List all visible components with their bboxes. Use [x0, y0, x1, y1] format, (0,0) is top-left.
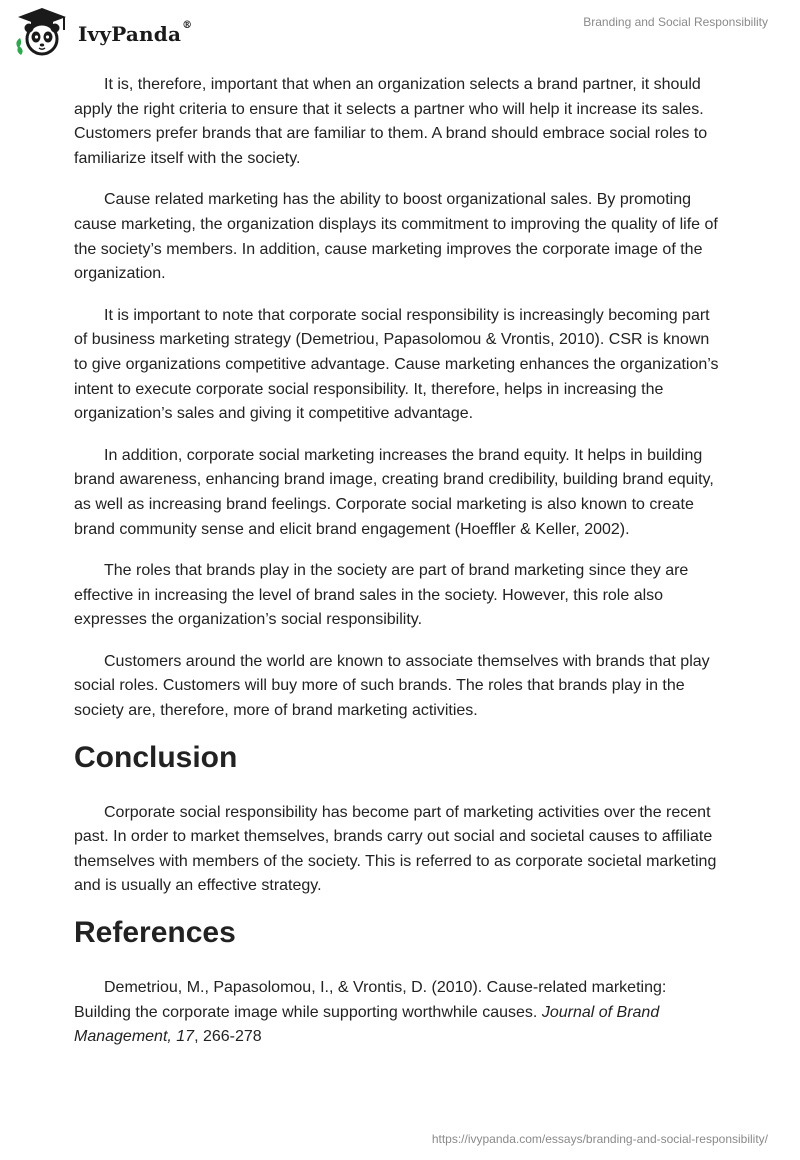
page-header [0, 0, 800, 72]
conclusion-heading: Conclusion [74, 740, 238, 774]
reference-text: Demetriou, M., Papasolomou, I., & Vrontis, D. (2010). Cause-related marketing: Building the corporate image while supporting worthwhile causes. [74, 979, 667, 1021]
body-paragraph: Cause related marketing has the ability to boost organizational sales. By promoting cause marketing, the organization displays its commitment to improving the quality of life of the society’s members. In addition, cause marketing improves the corporate image of the organization. [74, 191, 718, 283]
panda-graduate-icon [12, 6, 72, 63]
essay-content [74, 73, 724, 1067]
conclusion-paragraph: Corporate social responsibility has become part of marketing activities over the recent past. In order to market themselves, brands carry out social and societal causes to affiliate themselves with members of the society. This is referred to as corporate societal marketing and is usually an effective strategy. [74, 803, 717, 895]
brand-name: IvyPanda® [78, 20, 193, 46]
ivypanda-logo[interactable] [12, 8, 192, 60]
body-paragraph: Customers around the world are known to associate themselves with brands that play social roles. Customers will buy more of such brands. The roles that brands play in the society are, therefore, more of brand marketing activities. [74, 652, 710, 720]
body-paragraph: It is, therefore, important that when an organization selects a brand partner, it should apply the right criteria to ensure that it selects a partner who will help it increase its sales. Customers prefer brands that are familiar to them. A brand should embrace social roles to familiarize itself with the society. [74, 76, 708, 167]
references-heading: References [74, 916, 236, 950]
reference-pages: , 266-278 [194, 1028, 262, 1046]
body-paragraph: It is important to note that corporate social responsibility is increasingly becoming part of business marketing strategy (Demetriou, Papasolomou & Vrontis, 2010). CSR is known to give organizations competitive advantage. Cause marketing enhances the organization’s intent to execute corporate social responsibility. It, therefore, helps in increasing the organization’s sales and giving it competitive advantage. [74, 306, 719, 423]
body-paragraph: In addition, corporate social marketing increases the brand equity. It helps in building brand awareness, enhancing brand image, creating brand credibility, building brand equity, as well as increasing brand feelings. Corporate social marketing is also known to create brand community sense and elicit brand engagement (Hoeffler & Keller, 2002). [74, 446, 714, 538]
body-paragraph: The roles that brands play in the society are part of brand marketing since they are effective in increasing the level of brand sales in the society. However, this role also expresses the organization’s social responsibility. [74, 562, 689, 629]
reference-entry [74, 976, 724, 1050]
reference-journal: Journal of Brand Management, 17 [74, 1003, 660, 1046]
source-url[interactable]: https://ivypanda.com/essays/branding-and-social-responsibility/ [431, 1132, 768, 1146]
running-title: Branding and Social Responsibility [583, 15, 768, 29]
